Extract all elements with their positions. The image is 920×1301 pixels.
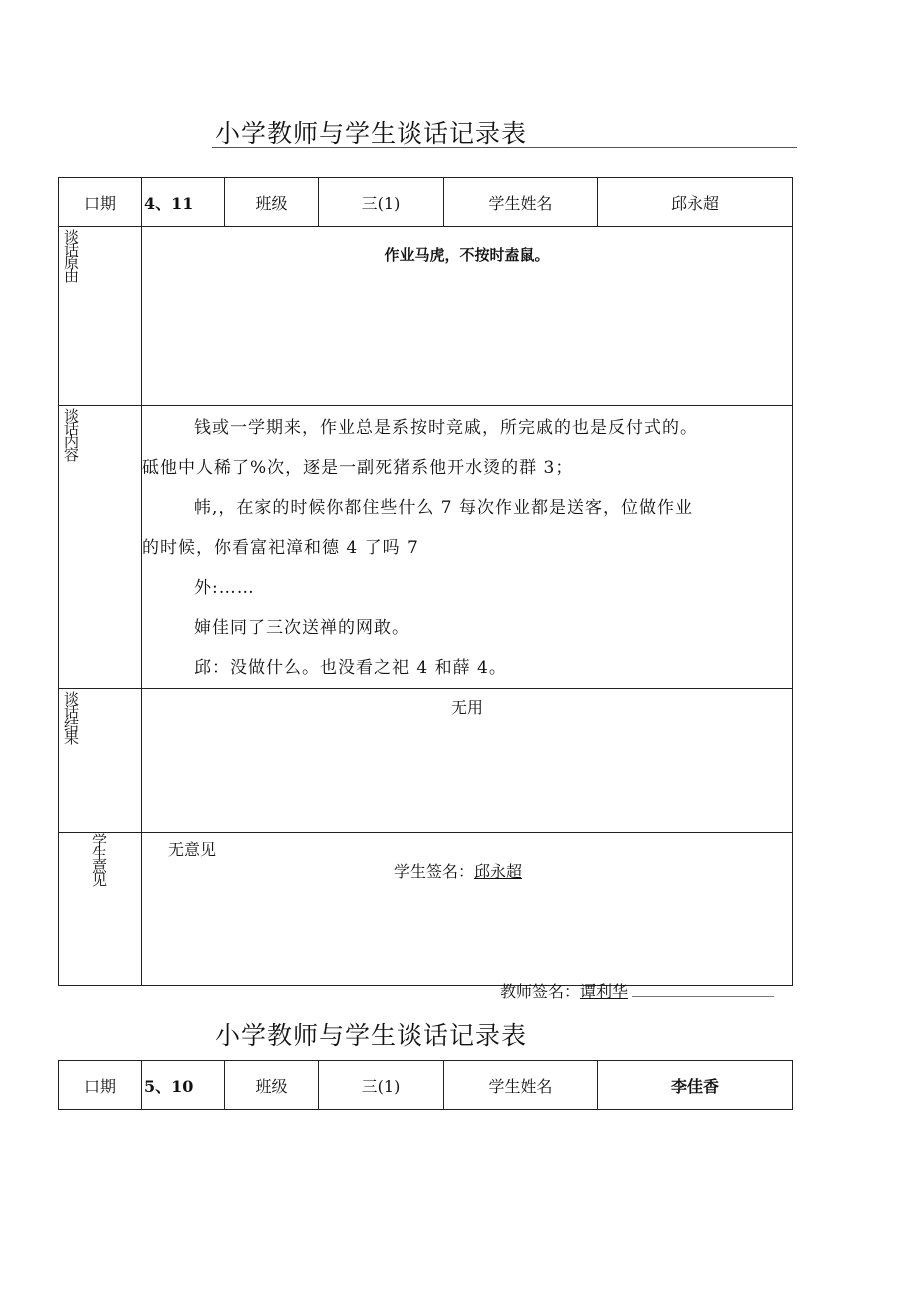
result-text: 无用 [450, 698, 483, 717]
student-name-value: 邱永超 [598, 178, 793, 227]
content-row [59, 406, 793, 689]
reason-row [59, 227, 793, 406]
result-row [59, 689, 793, 833]
form1-title: 小学教师与学生谈话记录表 [215, 119, 528, 148]
student-name-value: 李佳香 [598, 1061, 793, 1110]
class-value: 三(1) [319, 1061, 444, 1110]
form2-title: 小学教师与学生谈话记录表 [215, 1021, 528, 1050]
header-row [59, 1061, 793, 1110]
content-label-cell [59, 406, 142, 689]
title-underline [212, 147, 797, 148]
opinion-label-cell [59, 833, 142, 986]
reason-text: 作业马虎，不按时盍鼠。 [384, 246, 550, 264]
class-label: 班级 [225, 178, 319, 227]
student-name-label: 学生姓名 [444, 178, 598, 227]
header-row [59, 178, 793, 227]
signature-rule [632, 986, 774, 997]
student-sign-label: 学生签名： [394, 862, 475, 881]
teacher-sign-label: 教师签名： [500, 982, 581, 1001]
class-label: 班级 [225, 1061, 319, 1110]
date-label: 口期 [59, 178, 142, 227]
student-name-label: 学生姓名 [444, 1061, 598, 1110]
date-value: 4、11 [142, 178, 225, 227]
date-label: 口期 [59, 1061, 142, 1110]
reason-label: 谈话原由 [62, 229, 80, 281]
content-line: 邱：没做什么。也没看之祀 4 和薛 4。 [194, 658, 507, 678]
teacher-signature [500, 979, 774, 1002]
content-line: 砥他中人稀了%次，逐是一副死猪系他开水烫的群 3； [142, 458, 574, 478]
result-label-cell [59, 689, 142, 833]
opinion-text: 无意见 [168, 840, 217, 859]
content-line: 帏,，在家的时候你都住些什么 7 每次作业都是送客，位做作业 [194, 498, 694, 518]
teacher-sign-value: 谭利华 [580, 982, 629, 1001]
content-text [142, 406, 792, 688]
opinion-cell [142, 833, 793, 986]
opinion-row [59, 833, 793, 986]
content-cell [142, 406, 793, 689]
result-label: 谈话结果 [62, 691, 80, 743]
student-sign-value: 邱永超 [474, 862, 523, 881]
content-line: 外:…… [194, 578, 255, 598]
talk-record-table-1 [58, 177, 793, 986]
result-cell [142, 689, 793, 833]
reason-label-cell [59, 227, 142, 406]
content-line: 钱或一学期来，作业总是系按时竞戚，所完戚的也是反付式的。 [194, 418, 698, 438]
talk-record-table-2 [58, 1060, 793, 1110]
content-line: 的时候，你看富祀漳和德 4 了吗 7 [142, 538, 419, 558]
date-value: 5、10 [142, 1061, 225, 1110]
reason-cell [142, 227, 793, 406]
opinion-label: 学生意见 [90, 833, 108, 885]
class-value: 三(1) [319, 178, 444, 227]
student-signature [394, 859, 522, 882]
content-label: 谈话内容 [62, 408, 80, 460]
content-line: 婶佳同了三次送禅的网敢。 [194, 618, 410, 638]
